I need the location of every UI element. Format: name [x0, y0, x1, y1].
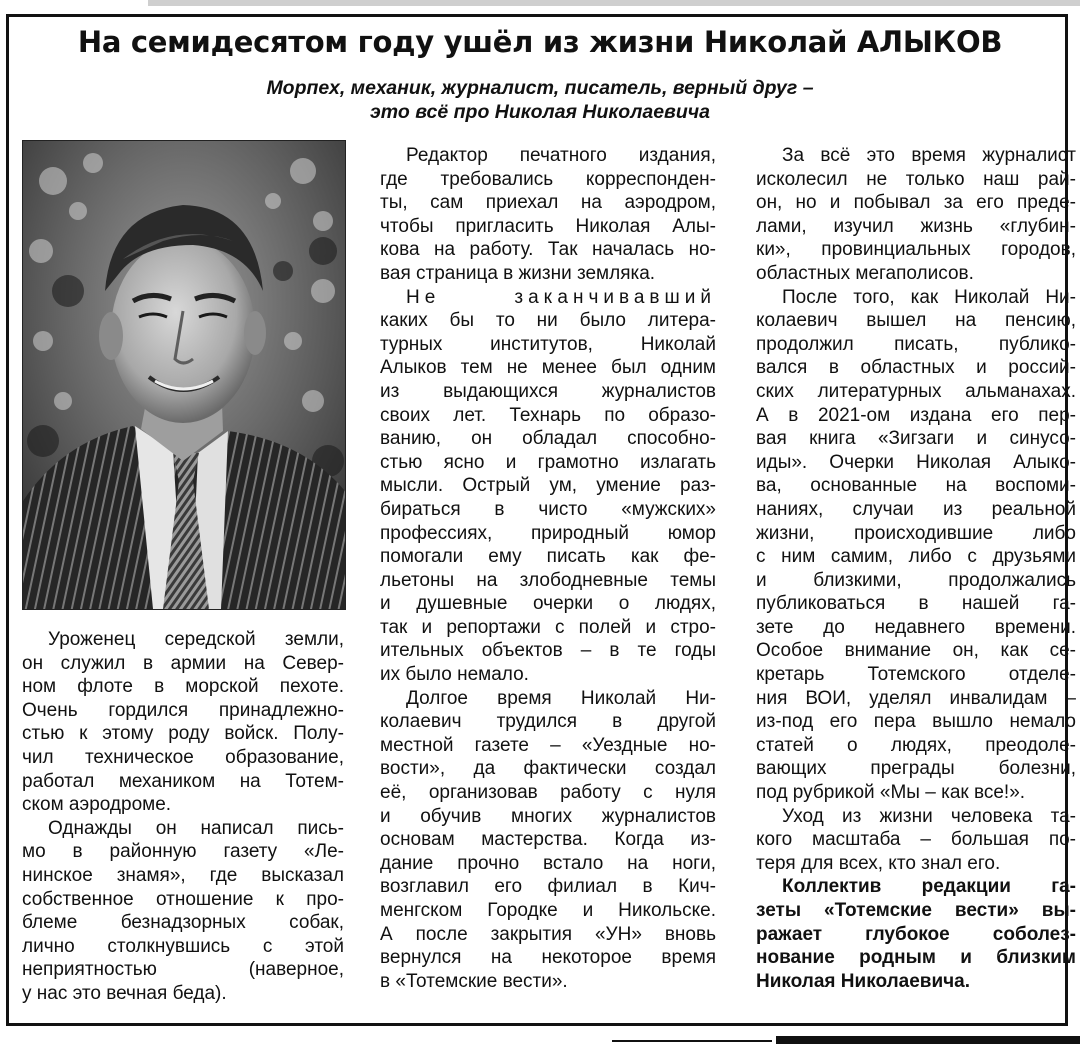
text-line: вернулся на некоторое время — [380, 947, 716, 969]
text-line: профессиях, природный юмор — [380, 522, 716, 544]
text-line: блеме безнадзорных собак, — [22, 912, 344, 934]
text-line: нинское знамя», где высказал — [22, 864, 344, 886]
text-line: ском аэродроме. — [22, 794, 172, 816]
text-line: так и репортажи с полей и стро- — [380, 616, 716, 638]
condolence-line: нование родным и близким — [756, 947, 1076, 969]
text-line: ном флоте в морской пехоте. — [22, 676, 344, 698]
text-line: где требовались корреспонден- — [380, 168, 716, 190]
text-line: каких бы то ни было литера- — [380, 310, 716, 332]
article-column-2 — [380, 144, 716, 993]
top-rule — [148, 0, 1080, 6]
condolence-line: Коллектив редакции га- — [782, 876, 1076, 898]
subheadline — [10, 76, 1070, 124]
text-line: мысли. Острый ум, умение раз- — [380, 475, 716, 497]
bottom-rule-left — [612, 1040, 772, 1042]
portrait-image — [23, 141, 345, 609]
article-column-3 — [756, 144, 1076, 993]
text-line: А после закрытия «УН» вновь — [380, 923, 716, 945]
text-line: местной газете – «Уездные но- — [380, 734, 716, 756]
text-line: наниях, случаи из реальной — [756, 498, 1076, 520]
text-line: под рубрикой «Мы – как все!». — [756, 782, 1026, 804]
text-line: Не заканчивавший — [406, 286, 716, 308]
subheadline-line: Морпех, механик, журналист, писатель, верный друг – — [266, 77, 814, 99]
text-line: их было немало. — [380, 664, 529, 686]
text-line: вающих преграды болезни, — [756, 758, 1076, 780]
condolence-line: зеты «Тотемские вести» вы- — [756, 900, 1076, 921]
text-line: лами, изучил жизнь «глубин- — [756, 215, 1076, 237]
text-line: ва, основанные на воспоми- — [756, 475, 1076, 497]
text-line: бираться в чисто «мужских» — [380, 498, 716, 520]
text-line: За всё это время журналист — [782, 145, 1076, 166]
text-line: Редактор печатного издания, — [406, 145, 716, 166]
text-line: кого масштаба – большая по- — [756, 829, 1076, 851]
text-line: вая книга «Зигзаги и синусо- — [756, 428, 1076, 450]
text-line: её, организовав работу с нуля — [380, 782, 716, 804]
headline: На семидесятом году ушёл из жизни Николай АЛЫКОВ — [77, 25, 1003, 59]
text-line: льетоны на злободневные темы — [380, 569, 716, 591]
text-line: с ним самим, либо с друзьями — [756, 546, 1076, 568]
text-line: ты, сам приехал на аэродром, — [380, 192, 716, 214]
text-line: теря для всех, кто знал его. — [756, 852, 1001, 874]
text-line: продолжил писать, публико- — [756, 333, 1076, 355]
subheadline-line: это всё про Николая Николаевича — [370, 101, 710, 123]
text-line: ских литературных альманахах. — [756, 380, 1076, 402]
article-column-1 — [22, 628, 344, 1006]
text-line: и обучив многих журналистов — [380, 805, 716, 827]
bottom-rule-right — [776, 1036, 1080, 1044]
text-line: мо в районную газету «Ле- — [22, 841, 344, 863]
portrait-photo — [22, 140, 346, 610]
text-line: вался в областных и россий- — [756, 357, 1076, 379]
text-line: возглавил его филиал в Кич- — [380, 876, 716, 898]
text-line: областных мегаполисов. — [756, 262, 974, 284]
text-line: ки», провинциальных городов, — [756, 239, 1076, 261]
text-line: Очень гордился принадлежно- — [22, 699, 344, 721]
text-line: стью к этому роду войск. Полу- — [22, 723, 344, 745]
text-line: он, но и побывал за его преде- — [756, 192, 1076, 214]
text-line: турных институтов, Николай — [380, 333, 716, 355]
text-line: статей о людях, преодоле- — [756, 734, 1076, 756]
text-line: Алыков тем не менее был одним — [380, 357, 716, 379]
text-line: своих лет. Технарь по образо- — [380, 404, 716, 426]
text-line: кретарь Тотемского отделе- — [756, 664, 1076, 686]
text-line: колаевич вышел на пенсию, — [756, 310, 1076, 332]
text-line: Уроженец середской земли, — [48, 629, 344, 650]
text-line: и душевные очерки о людях, — [380, 593, 716, 615]
text-line: помогали ему писать как фе- — [380, 546, 716, 568]
text-line: иды». Очерки Николая Алыко- — [756, 451, 1076, 473]
text-line: кова на работу. Так началась но- — [380, 239, 716, 261]
text-line: вости», да фактически создал — [380, 758, 716, 780]
text-line: ванию, он обладал способно- — [380, 428, 716, 450]
text-line: После того, как Николай Ни- — [782, 286, 1076, 308]
text-line: и близкими, продолжались — [756, 569, 1076, 591]
text-line: жизни, происходившие либо — [756, 522, 1076, 544]
text-line: чтобы пригласить Николая Алы- — [380, 215, 716, 237]
condolence-line: ражает глубокое соболез- — [756, 923, 1076, 945]
text-line: Особое внимание он, как се- — [756, 640, 1076, 662]
text-line: в «Тотемские вести». — [380, 970, 568, 992]
text-line: Долгое время Николай Ни- — [406, 687, 716, 709]
text-line: из-под его пера вышло немало — [756, 711, 1076, 733]
text-line: у нас это вечная беда). — [22, 982, 227, 1004]
text-line: А в 2021-ом издана его пер- — [756, 404, 1076, 426]
text-line: дание прочно встало на ноги, — [380, 852, 716, 874]
text-line: колаевич трудился в другой — [380, 711, 716, 733]
text-line: Однажды он написал пись- — [48, 817, 344, 839]
text-line: собственное отношение к про- — [22, 888, 344, 910]
text-line: ительных объектов – в те годы — [380, 640, 716, 662]
text-line: чил техническое образование, — [22, 746, 344, 768]
text-line: менгском Городке и Никольске. — [380, 900, 716, 921]
text-line: лично столкнувшись с этой — [22, 935, 344, 957]
text-line: стью ясно и грамотно излагать — [380, 451, 716, 473]
text-line: зете до недавнего времени. — [756, 616, 1076, 638]
text-line: работал механиком на Тотем- — [22, 770, 344, 792]
text-line: исколесил не только наш рай- — [756, 168, 1076, 190]
condolence-line: Николая Николаевича. — [756, 970, 971, 992]
text-line: из выдающихся журналистов — [380, 380, 716, 402]
text-line: неприятностью (наверное, — [22, 959, 344, 981]
text-line: Уход из жизни человека та- — [782, 805, 1076, 827]
text-line: вая страница в жизни земляка. — [380, 262, 656, 284]
text-line: основам мастерства. Когда из- — [380, 829, 716, 851]
text-line: он служил в армии на Север- — [22, 652, 344, 674]
text-line: ния ВОИ, уделял инвалидам – — [756, 687, 1076, 709]
text-line: публиковаться в нашей га- — [756, 593, 1076, 615]
